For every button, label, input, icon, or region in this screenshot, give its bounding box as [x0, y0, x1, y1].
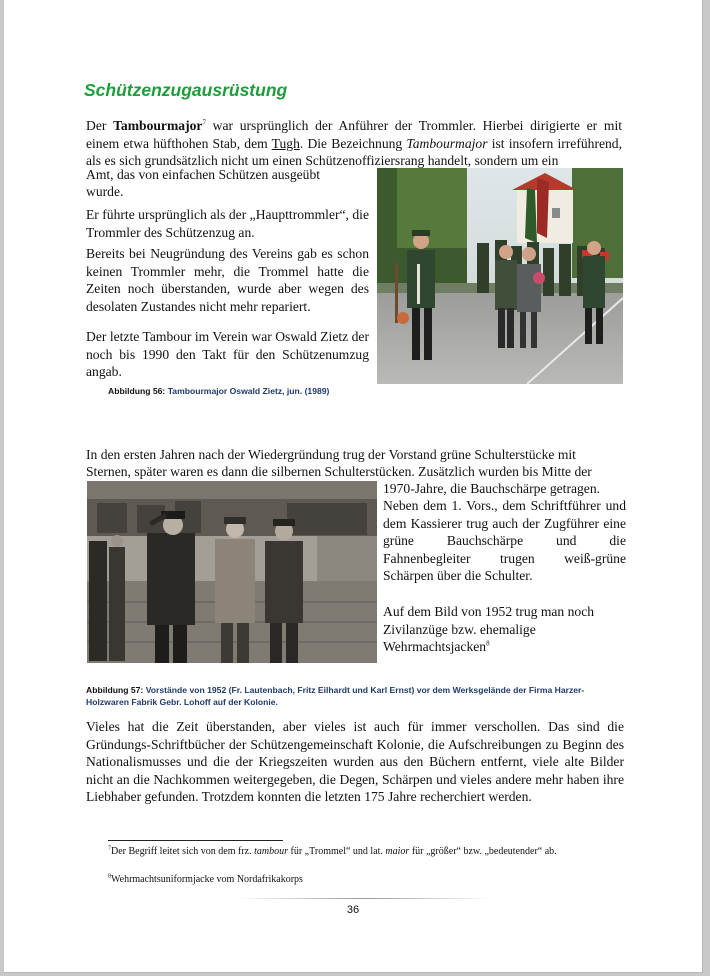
- figure-caption-56: [108, 385, 408, 397]
- caption-56-label: Abbildung 56:: [108, 386, 168, 396]
- page-number-rule: [234, 898, 494, 899]
- footnote-8-number: 8: [108, 873, 111, 880]
- caption-57-label: Abbildung 57:: [86, 685, 146, 695]
- term-tambourmajor: Tambourmajor: [113, 118, 203, 133]
- footnote-ref-7[interactable]: 7: [202, 118, 206, 127]
- footnote-7-maior: maior: [385, 846, 410, 857]
- paragraph-haupttrommler: Er führte ursprünglich als der „Haupttrommler“, die Trommler des Schützenzug an.: [86, 207, 369, 240]
- intro-text-start: Der: [86, 118, 114, 133]
- figure-caption-57: [86, 684, 624, 708]
- intro-text-end: ist insofern irreführend, als es sich grundsätzlich nicht um einen Schützenoffiziersrang handelt, sondern um ein: [86, 135, 622, 169]
- caption-57-text: Vorstände von 1952 (Fr. Lautenbach, Fritz Eilhardt und Karl Ernst) vor dem Werksgelände der Firma Harzer-Holzwaren Fabrik Gebr. Lohoff auf der Kolonie.: [86, 685, 585, 707]
- footnote-ref-8[interactable]: 8: [486, 639, 490, 648]
- bild-1952-text: Auf dem Bild von 1952 trug man noch Zivilanzüge bzw. ehemalige Wehrmachtsjacken: [383, 604, 595, 655]
- caption-56-text: Tambourmajor Oswald Zietz, jun. (1989): [167, 386, 330, 396]
- footnote-7-text-start: Der Begriff leitet sich von dem frz.: [111, 846, 255, 857]
- intro-text-mid: war ursprünglich der Anführer der Trommler. Hierbei dirigierte er mit einem etwa hüfthohen Stab, dem: [86, 118, 623, 151]
- term-tugh: Tugh: [271, 135, 300, 151]
- footnote-7: [86, 846, 624, 859]
- term-tambourmajor-italic: Tambourmajor: [406, 135, 488, 151]
- photo-vorstaende-1952: [87, 481, 377, 663]
- document-page: [4, 0, 703, 973]
- page-number: 36: [346, 904, 360, 916]
- wurde-line: wurde.: [86, 184, 124, 199]
- footnote-separator: [108, 840, 283, 841]
- closing-paragraph: Vieles hat die Zeit überstanden, aber vieles ist auch für immer verschollen. Das sind die Gründungs-Schriftbücher der Schützengemeinschaft Kolonie, die Aufschreibungen zu Beginn des Nationalismusses und die der Kriegszeiten wurden aus den Büchern entfernt, viele alte Bilder nicht an die Nachkommen weitergegeben, die Degen, Schärpen und vieles andere mehr haben ihre Liebhaber gefunden. Trotzdem konnten die letzten 175 Jahre recherchiert werden.: [86, 719, 624, 805]
- intro-text-mid2: . Die Bezeichnung: [299, 135, 407, 151]
- footnote-8: [108, 874, 624, 887]
- photo-tambourmajor-parade: [377, 168, 623, 384]
- paragraph-bild-1952: [383, 603, 626, 656]
- intro-paragraph: [86, 117, 622, 170]
- paragraph-letzter-tambour: Der letzte Tambour im Verein war Oswald Zietz der noch bis 1990 den Takt für den Schützenumzug angab.: [86, 329, 369, 380]
- footnote-7-tambour: tambour: [254, 846, 289, 857]
- footnote-7-number: 7: [108, 845, 111, 852]
- schulter-line-3: 1970-Jahre, die Bauchschärpe getragen.: [383, 481, 601, 496]
- amt-line: Amt, das von einfachen Schützen ausgeübt: [86, 167, 321, 182]
- section-heading: Schützenzugausrüstung: [84, 80, 288, 100]
- paragraph-bauchschaerpe: Neben dem 1. Vors., dem Schriftführer und dem Kassierer trug auch der Zugführer eine grüne Bauchschärpe und die Fahnenbegleiter trugen weiß-grüne Schärpen über die Schulter.: [383, 498, 626, 584]
- footnote-7-text-end: für „größer“ bzw. „bedeutender“ ab.: [409, 846, 557, 857]
- paragraph-neugruendung: Bereits bei Neugründung des Vereins gab es schon keinen Trommler mehr, die Trommel hatte die Zeiten noch überstanden, wurde aber wegen des desolaten Zustandes nicht mehr repariert.: [86, 246, 369, 314]
- footnote-8-text: Wehrmachtsuniformjacke vom Nordafrikakorps: [111, 874, 303, 885]
- parade-photo-drawing: [377, 168, 623, 384]
- footnote-7-text-mid: für „Trommel“ und lat.: [288, 846, 386, 857]
- schulter-line-2: Sternen, später waren es dann die silbernen Schulterstücken. Zusätzlich wurden bis Mitte der: [86, 464, 592, 479]
- vorstaende-photo-drawing: [87, 481, 377, 663]
- schulter-line-1: In den ersten Jahren nach der Wiedergründung trug der Vorstand grüne Schulterstücke mit: [86, 447, 576, 462]
